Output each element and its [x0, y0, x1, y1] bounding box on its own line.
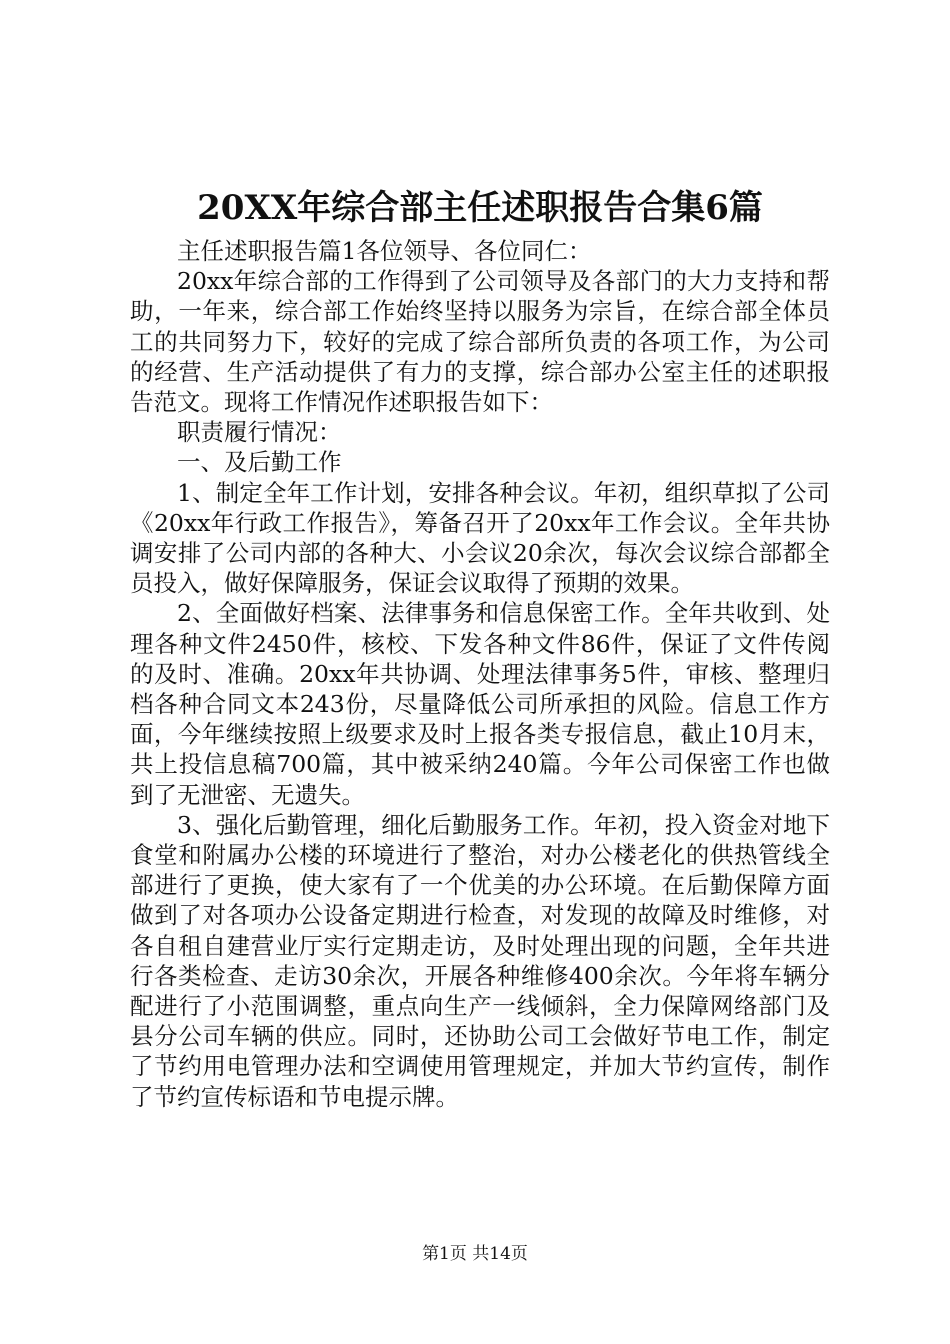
page-footer: 第1页 共14页: [422, 1244, 528, 1264]
paragraph-item-2: 2、全面做好档案、法律事务和信息保密工作。全年共收到、处理各种文件2450件，核校、下发各种文件86件，保证了文件传阅的及时、准确。20xx年共协调、处理法律事务5件，审核、整理归档各种合同文本243份，尽量降低公司所承担的风险。信息工作方面，今年继续按照上级要求及时上报各类专报信息，截止10月末，共上投信息稿700篇，其中被采纳240篇。今年公司保密工作也做到了无泄密、无遗失。: [130, 599, 830, 809]
document-title: 20XX年综合部主任述职报告合集6篇: [197, 188, 763, 228]
section-heading: 一、及后勤工作: [177, 448, 342, 477]
document-body: [130, 236, 830, 1112]
paragraph-item-1: 1、制定全年工作计划，安排各种会议。年初，组织草拟了公司《20xx年行政工作报告》，筹备召开了20xx年工作会议。全年共协调安排了公司内部的各种大、小会议20余次，每次会议综合部都全员投入，做好保障服务，保证会议取得了预期的效果。: [130, 478, 830, 598]
paragraph-duties-heading: 职责履行情况：: [177, 418, 342, 447]
paragraph-greeting: 主任述职报告篇1各位领导、各位同仁：: [177, 237, 592, 265]
paragraph-intro: 20xx年综合部的工作得到了公司领导及各部门的大力支持和帮助，一年来，综合部工作始终坚持以服务为宗旨，在综合部全体员工的共同努力下，较好的完成了综合部所负责的各项工作，为公司的经营、生产活动提供了有力的支撑，综合部办公室主任的述职报告范文。现将工作情况作述职报告如下：: [130, 267, 830, 417]
paragraph-item-3: 3、强化后勤管理，细化后勤服务工作。年初，投入资金对地下食堂和附属办公楼的环境进行了整治，对办公楼老化的供热管线全部进行了更换，使大家有了一个优美的办公环境。在后勤保障方面做到了对各项办公设备定期进行检查，对发现的故障及时维修，对各自租自建营业厅实行定期走访，及时处理出现的问题，全年共进行各类检查、走访30余次，开展各种维修400余次。今年将车辆分配进行了小范围调整，重点向生产一线倾斜，全力保障网络部门及县分公司车辆的供应。同时，还协助公司工会做好节电工作，制定了节约用电管理办法和空调使用管理规定，并加大节约宣传，制作了节约宣传标语和节电提示牌。: [130, 810, 830, 1111]
